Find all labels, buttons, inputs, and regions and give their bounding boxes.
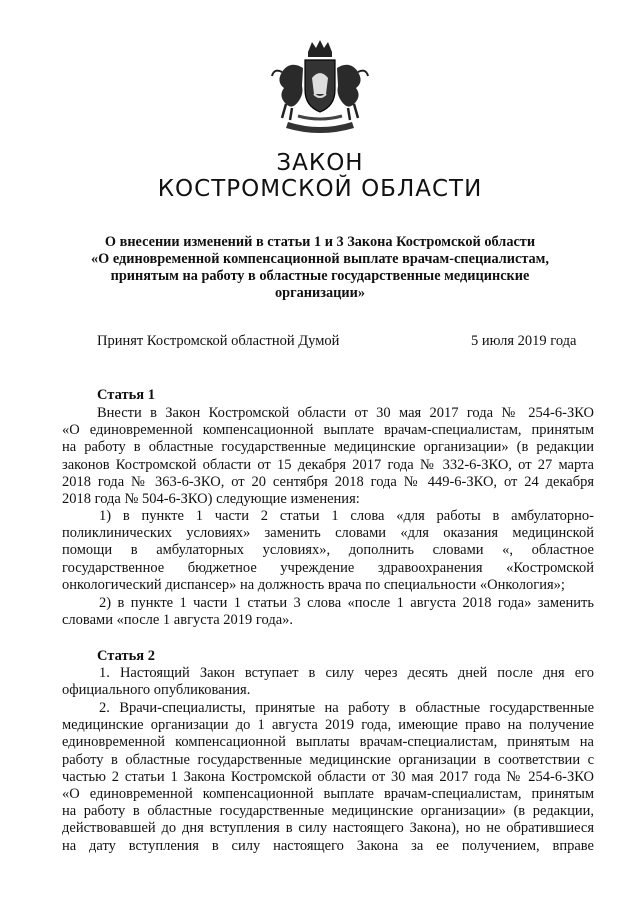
article-2-item-2	[62, 700, 594, 855]
text-line: онкологический диспансер» на должность врача по специальности «Онкология»;	[62, 576, 565, 593]
text-line: поликлинических условиях» заменить словами «для оказания медицинской	[62, 525, 594, 542]
text-line: 2) в пункте 1 части 1 статьи 3 слова «после 1 августа 2018 года» заменить	[99, 595, 594, 611]
text-line: медицинские организации до 1 августа 2019 года, имеющие право на получение	[62, 717, 594, 734]
article-1-heading: Статья 1	[97, 387, 155, 403]
text-line: на дату вступления в силу настоящего Закона за ее получением, вправе	[62, 837, 594, 854]
adopted-by: Принят Костромской областной Думой	[97, 333, 340, 349]
text-line: единовременной компенсационной выплаты врачам-специалистам, принятым на	[62, 734, 594, 751]
text-line: 2018 года № 504-6-ЗКО) следующие изменения:	[62, 490, 360, 507]
text-line: словами «после 1 августа 2019 года».	[62, 612, 294, 629]
adopted-date: 5 июля 2019 года	[471, 333, 577, 349]
text-line: работу в областные государственные медицинские организации в соответствии с	[62, 751, 594, 768]
subtitle-line: «О единовременной компенсационной выплате врачам-специалистам,	[90, 251, 549, 267]
subtitle-line: организации»	[275, 285, 365, 301]
region-title: КОСТРОМСКОЙ ОБЛАСТИ	[157, 176, 483, 202]
subtitle-line: принятым на работу в областные государственные медицинские	[110, 268, 530, 284]
coat-of-arms-icon	[268, 38, 372, 138]
text-line: частью 2 статьи 1 Закона Костромской области от 30 мая 2017 года № 254-6-ЗКО	[62, 768, 594, 785]
text-line: Внести в Закон Костромской области от 30 мая 2017 года № 254-6-ЗКО	[97, 405, 594, 421]
law-subtitle	[82, 234, 558, 302]
text-line: «О единовременной компенсационной выплате врачам-специалистам, принятым	[62, 785, 594, 802]
text-line: 1) в пункте 1 части 2 статьи 1 слова «для работы в амбулаторно-	[99, 508, 594, 524]
article-1-intro	[62, 405, 594, 508]
text-line: помощи в амбулаторных условиях», дополнить словами «, областное	[62, 542, 594, 559]
text-line: на работу в областные государственные медицинские организации» (в редакции	[62, 439, 594, 456]
text-line: официального опубликования.	[62, 682, 251, 699]
article-1-item-2	[62, 595, 594, 629]
article-1-item-1	[62, 508, 594, 594]
article-2-item-1	[62, 665, 594, 699]
text-line: 2018 года № 363-6-ЗКО, от 20 сентября 2018 года № 449-6-ЗКО, от 24 декабря	[62, 473, 594, 490]
text-line: законов Костромской области от 15 декабря 2017 года № 332-6-ЗКО, от 27 марта	[62, 456, 594, 473]
text-line: действовавшей до дня вступления в силу настоящего Закона), но не обратившиеся	[62, 820, 594, 837]
law-title: ЗАКОН	[276, 150, 364, 176]
text-line: 2. Врачи-специалисты, принятые на работу в областные государственные	[99, 700, 594, 716]
subtitle-line: О внесении изменений в статьи 1 и 3 Закона Костромской области	[104, 234, 536, 250]
text-line: «О единовременной компенсационной выплате врачам-специалистам, принятым	[62, 422, 594, 439]
article-2-heading: Статья 2	[97, 648, 155, 664]
text-line: государственное бюджетное учреждение здравоохранения «Костромской	[62, 559, 594, 576]
text-line: 1. Настоящий Закон вступает в силу через десять дней после дня его	[99, 665, 594, 681]
text-line: на работу в областные государственные медицинские организации» (в редакции,	[62, 803, 594, 820]
